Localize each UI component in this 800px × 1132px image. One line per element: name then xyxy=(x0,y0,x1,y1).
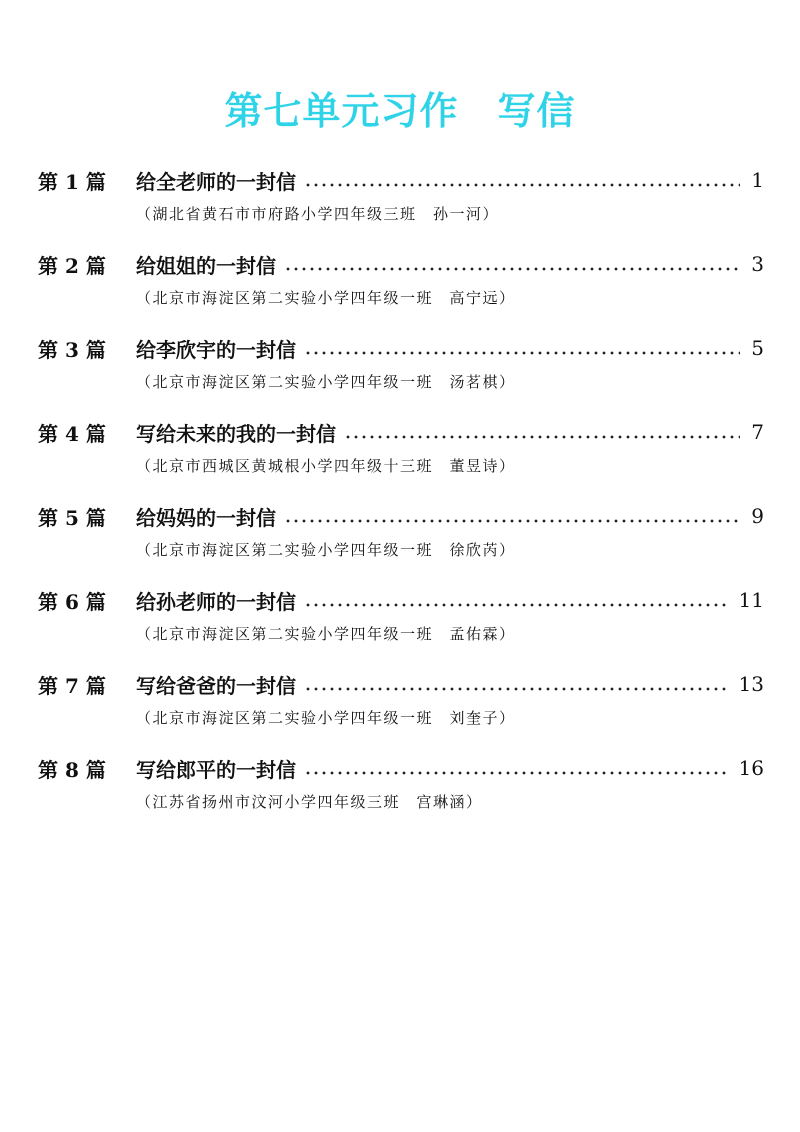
toc-entry-row xyxy=(38,664,764,704)
toc-entry-8[interactable] xyxy=(38,748,764,832)
entry-title[interactable]: 写给未来的我的一封信 xyxy=(136,421,336,446)
dot-leader xyxy=(344,422,740,442)
table-of-contents xyxy=(38,160,764,832)
entry-title[interactable]: 给姐姐的一封信 xyxy=(136,253,276,278)
dot-leader xyxy=(304,590,729,610)
entry-source: （北京市海淀区第二实验小学四年级一班 徐欣芮） xyxy=(136,541,516,559)
dot-leader xyxy=(304,170,740,190)
entry-source: （北京市海淀区第二实验小学四年级一班 高宁远） xyxy=(136,289,516,307)
entry-number: 第 5 篇 xyxy=(38,505,106,530)
entry-title[interactable]: 写给郎平的一封信 xyxy=(136,757,296,782)
toc-entry-row xyxy=(38,412,764,452)
entry-source: （北京市海淀区第二实验小学四年级一班 孟佑霖） xyxy=(136,625,516,643)
entry-number: 第 7 篇 xyxy=(38,673,106,698)
toc-entry-row xyxy=(38,244,764,284)
entry-page-number: 11 xyxy=(738,588,764,612)
entry-number: 第 4 篇 xyxy=(38,421,106,446)
entry-page-number: 3 xyxy=(751,252,764,276)
dot-leader xyxy=(284,506,740,526)
toc-entry-row xyxy=(38,328,764,368)
toc-entry-6[interactable] xyxy=(38,580,764,664)
entry-title[interactable]: 给孙老师的一封信 xyxy=(136,589,296,614)
entry-source: （江苏省扬州市汶河小学四年级三班 宫琳涵） xyxy=(136,793,483,811)
toc-entry-2[interactable] xyxy=(38,244,764,328)
entry-source: （湖北省黄石市市府路小学四年级三班 孙一河） xyxy=(136,205,500,223)
entry-source: （北京市西城区黄城根小学四年级十三班 董昱诗） xyxy=(136,457,516,475)
dot-leader xyxy=(304,758,729,778)
entry-number: 第 8 篇 xyxy=(38,757,106,782)
entry-source: （北京市海淀区第二实验小学四年级一班 汤茗棋） xyxy=(136,373,516,391)
entry-page-number: 16 xyxy=(738,756,764,780)
toc-entry-row xyxy=(38,748,764,788)
page-title: 第七单元习作 写信 xyxy=(224,89,576,133)
toc-entry-4[interactable] xyxy=(38,412,764,496)
entry-page-number: 5 xyxy=(751,336,764,360)
toc-entry-5[interactable] xyxy=(38,496,764,580)
entry-number: 第 6 篇 xyxy=(38,589,106,614)
entry-page-number: 9 xyxy=(751,504,764,528)
dot-leader xyxy=(304,674,729,694)
entry-title[interactable]: 给李欣宇的一封信 xyxy=(136,337,296,362)
toc-entry-1[interactable] xyxy=(38,160,764,244)
entry-page-number: 1 xyxy=(751,168,764,192)
entry-title[interactable]: 写给爸爸的一封信 xyxy=(136,673,296,698)
toc-entry-7[interactable] xyxy=(38,664,764,748)
entry-number: 第 2 篇 xyxy=(38,253,106,278)
entry-page-number: 7 xyxy=(751,420,764,444)
toc-entry-row xyxy=(38,160,764,200)
toc-entry-3[interactable] xyxy=(38,328,764,412)
entry-number: 第 3 篇 xyxy=(38,337,106,362)
toc-entry-row xyxy=(38,496,764,536)
entry-title[interactable]: 给妈妈的一封信 xyxy=(136,505,276,530)
toc-entry-row xyxy=(38,580,764,620)
entry-source: （北京市海淀区第二实验小学四年级一班 刘奎子） xyxy=(136,709,516,727)
entry-page-number: 13 xyxy=(738,672,764,696)
entry-number: 第 1 篇 xyxy=(38,169,106,194)
dot-leader xyxy=(304,338,740,358)
dot-leader xyxy=(284,254,740,274)
entry-title[interactable]: 给全老师的一封信 xyxy=(136,169,296,194)
